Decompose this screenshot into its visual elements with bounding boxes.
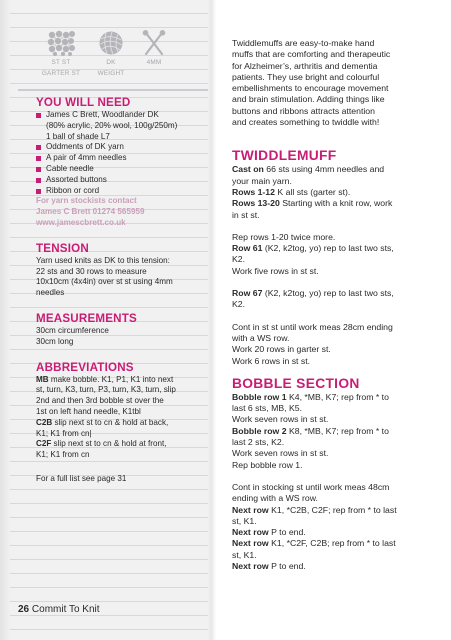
page-footer <box>18 604 100 615</box>
yarn-composition: (80% acrylic, 20% wool, 100g/250m) <box>46 120 178 130</box>
material-item: Cable needle <box>36 164 202 175</box>
twiddlemuff-instructions: Cast on 66 sts using 4mm needles and your main yarn. Rows 1-12 K all sts (garter st). Rows 13-20 Starting with a knit row, work in st st. Rep rows 1-20 twice more. Row 61 (K2, k2tog, yo) rep to last two sts, K2. Work five rows in st st. Row 67 (K2, k2tog, yo) rep to last two sts, K2. Cont in st st until work meas 28cm ending with a WS row. Work 20 rows in garter st. Work 6 rows in st st. <box>232 164 394 366</box>
abbreviations-text: MB make bobble. K1, P1, K1 into next st, turn, K3, turn, P3, turn, K3, turn, slip 2nd and then 3rd bobble st over the 1st on left hand needle, K1tbl C2B slip next st to cn & hold at back, K1; K1 from cn| C2F slip next st to cn & hold at front, K1; K1 from cn <box>36 374 176 460</box>
yarn-ball-icon <box>98 30 124 56</box>
tension-text: Yarn used knits as DK to this tension: 22 sts and 30 rows to measure 10x10cm (4x4in) over st st using 4mm needles <box>36 255 173 298</box>
pattern-column <box>232 38 442 572</box>
needle-size-label: 4MM <box>146 59 162 66</box>
knitting-needles-icon <box>141 30 167 56</box>
section-divider <box>18 89 208 91</box>
material-item: Ribbon or cord <box>36 186 202 197</box>
you-will-need-heading: YOU WILL NEED <box>36 96 131 109</box>
tension-heading: TENSION <box>36 241 89 255</box>
garter-stitch-icon <box>46 30 76 56</box>
info-icons <box>34 30 184 78</box>
page-number: 26 <box>18 604 30 615</box>
materials-panel <box>0 0 216 640</box>
garter-stitch-block <box>34 30 88 77</box>
twiddlemuff-heading: TWIDDLEMUFF <box>232 148 337 164</box>
yarn-amount: 1 ball of shade L7 <box>46 131 110 141</box>
bobble-section-heading: BOBBLE SECTION <box>232 375 360 391</box>
dk-label-2: WEIGHT <box>97 69 125 77</box>
yarn-weight-block <box>90 30 132 77</box>
stockist-contact: For yarn stockists contact James C Brett 01274 565959 www.jamescbrett.co.uk <box>36 196 202 228</box>
materials-list <box>36 110 202 196</box>
material-item: Oddments of DK yarn <box>36 142 202 153</box>
dk-label-1: DK <box>106 59 116 66</box>
magazine-name: Commit To Knit <box>31 604 100 615</box>
bobble-instructions: Bobble row 1 K4, *MB, K7; rep from * to last 6 sts, MB, K5. Work seven rows in st st. Bobble row 2 K8, *MB, K7; rep from * to last 2 sts, K2. Work seven rows in st st. Rep bobble row 1. Cont in stocking st until work meas 48cm ending with a WS row. Next row K1, *C2B, C2F; rep from * to last st, K1. Next row P to end. Next row K1, *C2F, C2B; rep from * to last st, K1. Next row P to end. <box>232 391 397 571</box>
measurements-text: 30cm circumference 30cm long <box>36 325 109 346</box>
materials-column <box>36 96 202 485</box>
stockist-website: www.jamescbrett.co.uk <box>36 217 126 227</box>
material-item: Assorted buttons <box>36 175 202 186</box>
measurements-heading: MEASUREMENTS <box>36 311 137 325</box>
stockist-phone: James C Brett 01274 565959 <box>36 207 145 217</box>
material-item: A pair of 4mm needles <box>36 153 202 164</box>
material-yarn: James C Brett, Woodlander DK <box>46 110 159 119</box>
full-list-note: For a full list see page 31 <box>36 473 127 483</box>
intro-paragraph: Twiddlemuffs are easy-to-make hand muffs that are comforting and therapeutic for Alzheimer’s, arthritis and dementia patients. They use bright and colourful embellishments to encourage movement and brain stimulation. Adding things like buttons and ribbons attracts attention and creates something to twiddle with! <box>232 38 391 128</box>
needle-size-block <box>134 30 174 67</box>
garter-label-1: ST ST <box>51 59 71 66</box>
material-item <box>36 110 202 142</box>
garter-label-2: GARTER ST <box>41 69 81 77</box>
abbreviations-heading: ABBREVIATIONS <box>36 360 134 374</box>
